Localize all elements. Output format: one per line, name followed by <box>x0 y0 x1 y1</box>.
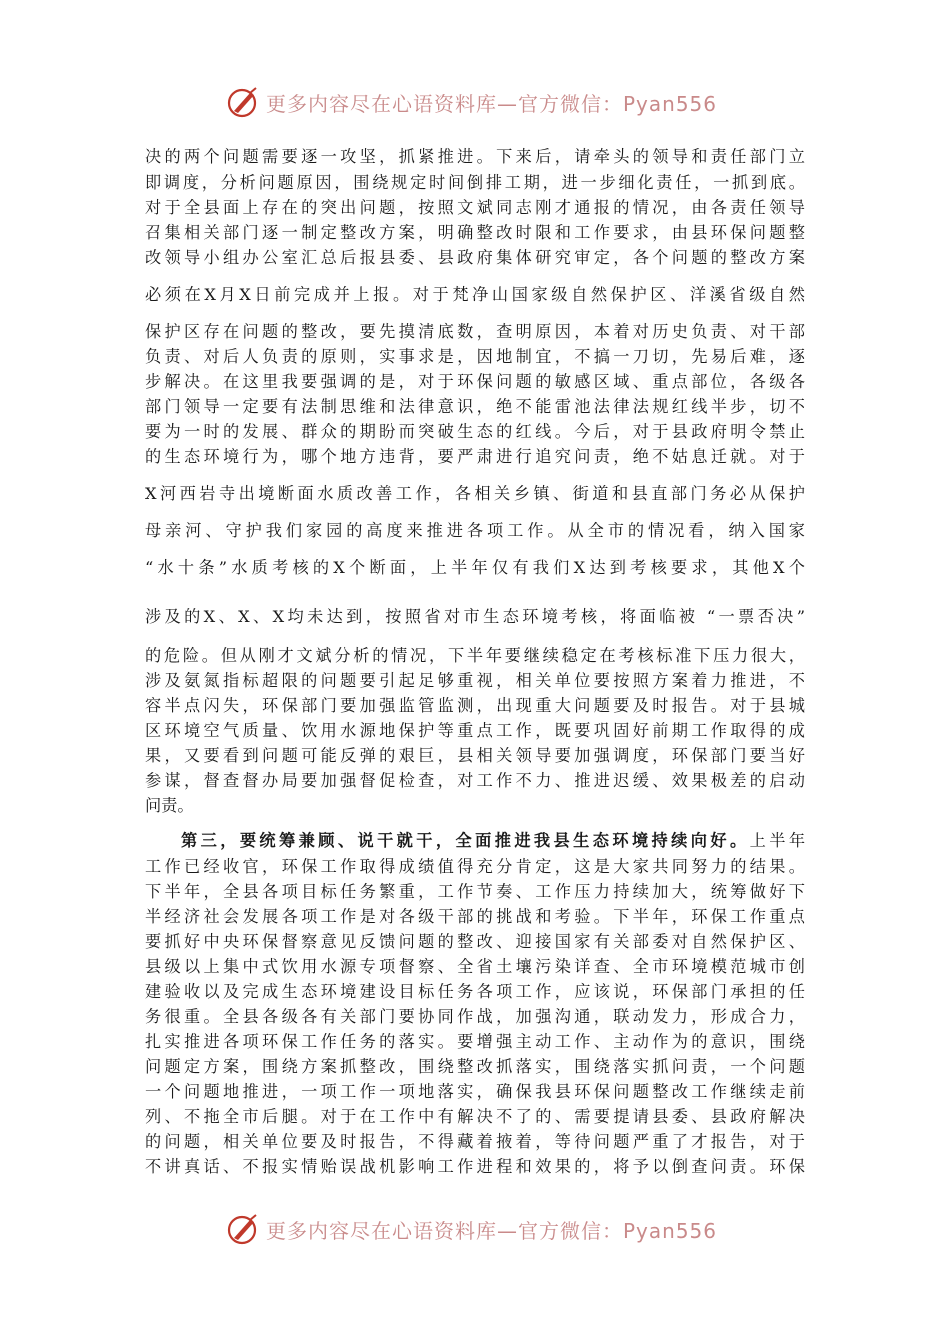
text-line: 的危险。但从刚才文斌分析的情况，下半年要继续稳定在考核标准下压力很大， <box>145 646 805 665</box>
text-line: 的问题，相关单位要及时报告，不得藏着掖着，等待问题严重了才报告，对于 <box>145 1132 805 1151</box>
text-line: 问题定方案，围绕方案抓整改，围绕整改抓落实，围绕落实抓问责，一个问题 <box>145 1057 805 1076</box>
text-line: 涉及氨氮指标超限的问题要引起足够重视，相关单位要按照方案着力推进，不 <box>145 671 805 690</box>
paragraph-2-first-line <box>145 830 805 852</box>
text-line: 下半年，全县各项目标任务繁重，工作节奏、工作压力持续加大，统筹做好下 <box>145 882 805 901</box>
text-line: 涉及的X、X、X均未达到，按照省对市生态环境考核，将面临被 “一票否决” <box>145 607 805 626</box>
header-watermark-text: 更多内容尽在心语资料库—官方微信：Pyan556 <box>266 91 718 116</box>
pen-logo-icon <box>226 1212 260 1246</box>
text-line: 必须在X月X日前完成并上报。对于梵净山国家级自然保护区、洋溪省级自然 <box>145 285 805 304</box>
text-line: 部门领导一定要有法制思维和法律意识，绝不能雷池法律法规红线半步，切不 <box>145 397 805 416</box>
text-line: 即调度，分析问题原因，围绕规定时间倒排工期，进一步细化责任，一抓到底。 <box>145 173 805 192</box>
text-line: 区环境空气质量、饮用水源地保护等重点工作，既要巩固好前期工作取得的成 <box>145 721 805 740</box>
text-line: 要为一时的发展、群众的期盼而突破生态的红线。今后，对于县政府明令禁止 <box>145 422 805 441</box>
heading-continuation: 上半年 <box>749 831 805 850</box>
text-line: 负责、对后人负责的原则，实事求是，因地制宜，不搞一刀切，先易后难，逐 <box>145 347 805 366</box>
text-line: 容半点闪失，环保部门要加强监管监测，出现重大问题要及时报告。对于县城 <box>145 696 805 715</box>
text-line: 母亲河、守护我们家园的高度来推进各项工作。从全市的情况看，纳入国家 <box>145 521 805 540</box>
text-line: 对于全县面上存在的突出问题，按照文斌同志刚才通报的情况，由各责任领导 <box>145 198 805 217</box>
text-line: 的生态环境行为，哪个地方违背，要严肃进行追究问责，绝不姑息迁就。对于 <box>145 447 805 466</box>
footer-watermark <box>0 1209 950 1249</box>
text-line: 召集相关部门逐一制定整改方案，明确整改时限和工作要求，由县环保问题整 <box>145 223 805 242</box>
text-line: “水十条”水质考核的X个断面，上半年仅有我们X达到考核要求，其他X个 <box>145 558 805 577</box>
text-line: 要抓好中央环保督察意见反馈问题的整改、迎接国家有关部委对自然保护区、 <box>145 932 805 951</box>
text-line: 改领导小组办公室汇总后报县委、县政府集体研究审定，各个问题的整改方案 <box>145 248 805 267</box>
text-line: 不讲真话、不报实情贻误战机影响工作进程和效果的，将予以倒查问责。环保 <box>145 1157 805 1176</box>
footer-watermark-text: 更多内容尽在心语资料库—官方微信：Pyan556 <box>266 1218 718 1243</box>
text-line: 列、不拖全市后腿。对于在工作中有解决不了的、需要提请县委、县政府解决 <box>145 1107 805 1126</box>
text-line: 问责。 <box>145 796 194 815</box>
text-line: X河西岩寺出境断面水质改善工作，各相关乡镇、街道和县直部门务必从保护 <box>145 484 805 503</box>
text-line: 参谋，督查督办局要加强督促检查，对工作不力、推进迟缓、效果极差的启动 <box>145 771 805 790</box>
text-line: 建验收以及完成生态环境建设目标任务各项工作，应该说，环保部门承担的任 <box>145 982 805 1001</box>
section-heading: 第三，要统筹兼顾、说干就干，全面推进我县生态环境持续向好。 <box>181 831 750 850</box>
text-line: 决的两个问题需要逐一攻坚，抓紧推进。下来后，请牵头的领导和责任部门立 <box>145 147 805 166</box>
header-watermark <box>0 82 950 122</box>
text-line: 果，又要看到问题可能反弹的艰巨，县相关领导要加强调度，环保部门要当好 <box>145 746 805 765</box>
text-line: 扎实推进各项环保工作任务的落实。要增强主动工作、主动作为的意识，围绕 <box>145 1032 805 1051</box>
text-line: 步解决。在这里我要强调的是，对于环保问题的敏感区域、重点部位，各级各 <box>145 372 805 391</box>
text-line: 保护区存在问题的整改，要先摸清底数，查明原因，本着对历史负责、对干部 <box>145 322 805 341</box>
text-line: 务很重。全县各级各有关部门要协同作战，加强沟通，联动发力，形成合力， <box>145 1007 805 1026</box>
text-line: 县级以上集中式饮用水源专项督察、全省土壤污染详查、全市环境模范城市创 <box>145 957 805 976</box>
pen-logo-icon <box>226 85 260 119</box>
text-line: 一个问题地推进，一项工作一项地落实，确保我县环保问题整改工作继续走前 <box>145 1082 805 1101</box>
text-line: 工作已经收官，环保工作取得成绩值得充分肯定，这是大家共同努力的结果。 <box>145 857 805 876</box>
text-line: 半经济社会发展各项工作是对各级干部的挑战和考验。下半年，环保工作重点 <box>145 907 805 926</box>
